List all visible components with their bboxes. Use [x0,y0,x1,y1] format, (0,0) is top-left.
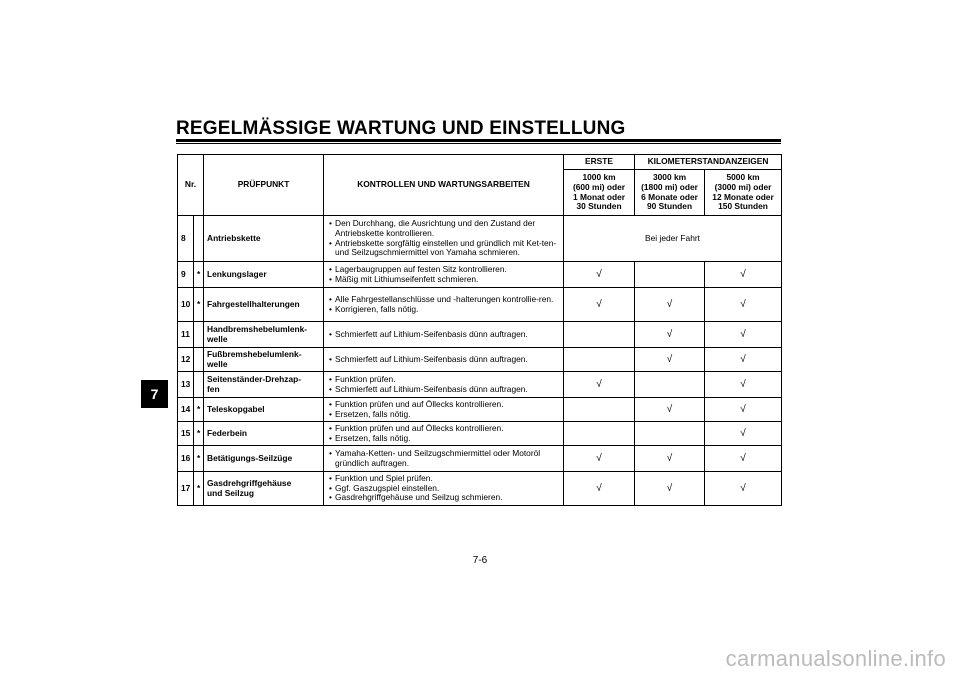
row-number: 9 [178,262,194,288]
row-marker [194,372,204,398]
action-item: • Funktion prüfen. [327,375,560,385]
row-actions [324,322,564,348]
interval-2-line-3: 6 Monate oder [641,191,698,202]
action-item: • Antriebskette sorgfältig einstellen und gründlich mit Ket-ten- und Seilzugschmiermittel von Yamaha schmieren. [327,239,560,259]
interval-1-line-2: (600 mi) oder [572,181,626,192]
row-actions [324,262,564,288]
row-item-line: Fußbremshebelumlenk- [207,348,302,359]
actions-list [327,355,560,365]
actions-list [327,265,560,285]
table-row [178,372,782,398]
interval-check: √ [705,262,782,288]
interval-check: √ [635,288,705,322]
actions-list [327,295,560,315]
interval-check: √ [564,446,635,472]
interval-check: √ [705,348,782,372]
interval-check [635,422,705,446]
interval-2-line-1: 3000 km [652,171,687,182]
table-row [178,348,782,372]
header-nr: Nr. [178,155,204,216]
action-item: • Mäßig mit Lithiumseifenfett schmieren. [327,275,560,285]
row-item-line: Gasdrehgriffgehäuse [207,477,292,488]
row-actions [324,446,564,472]
header-interval-2 [635,170,705,216]
row-item-line: Fahrgestellhalterungen [207,298,300,309]
interval-check: √ [705,288,782,322]
interval-3-line-4: 150 Stunden [718,201,768,212]
header-interval-3 [705,170,782,216]
interval-1-line-4: 30 Stunden [576,201,622,212]
action-item: • Ersetzen, falls nötig. [327,434,560,444]
action-item: • Funktion prüfen und auf Öllecks kontrollieren. [327,400,560,410]
row-actions [324,216,564,262]
row-marker: * [194,288,204,322]
interval-check: √ [635,446,705,472]
interval-check: √ [705,398,782,422]
row-actions [324,348,564,372]
row-marker: * [194,398,204,422]
title-rule [176,139,781,144]
row-item-line: Teleskopgabel [207,403,265,414]
actions-list [327,375,560,395]
header-item: PRÜFPUNKT [204,155,324,216]
interval-check: √ [635,322,705,348]
row-item [204,288,324,322]
row-number: 16 [178,446,194,472]
action-item: • Gasdrehgriffgehäuse und Seilzug schmieren. [327,493,560,503]
interval-check [564,422,635,446]
page-number: 7-6 [472,555,488,566]
interval-check [564,322,635,348]
header-interval-1 [564,170,635,216]
row-item-line: Handbremshebelumlenk- [207,323,308,334]
interval-3-line-2: (3000 mi) oder [714,181,772,192]
page-title: REGELMÄSSIGE WARTUNG UND EINSTELLUNG [176,118,626,139]
watermark: carmanualsonline.info [725,646,946,671]
action-item: • Den Durchhang, die Ausrichtung und den Zustand der Antriebskette kontrollieren. [327,219,560,239]
row-number: 14 [178,398,194,422]
row-marker [194,216,204,262]
action-item: • Lagerbaugruppen auf festen Sitz kontrollieren. [327,265,560,275]
table-row [178,446,782,472]
row-item-line: fen [207,383,220,394]
interval-every-ride: Bei jeder Fahrt [564,216,782,262]
interval-1-line-1: 1000 km [582,171,616,182]
row-marker [194,322,204,348]
interval-2-line-2: (1800 mi) oder [641,181,698,192]
action-item: • Schmierfett auf Lithium-Seifenbasis dünn auftragen. [327,385,560,395]
row-item [204,262,324,288]
row-marker: * [194,472,204,506]
interval-check: √ [635,348,705,372]
interval-check: √ [705,322,782,348]
table-row [178,262,782,288]
row-item-line: welle [207,358,228,369]
chapter-tab: 7 [141,380,168,408]
action-item: • Yamaha-Ketten- und Seilzugschmiermittel oder Motoröl gründlich auftragen. [327,449,560,469]
interval-check: √ [705,472,782,506]
table-row [178,472,782,506]
row-actions [324,422,564,446]
table-row [178,398,782,422]
interval-check: √ [564,372,635,398]
interval-check [635,262,705,288]
row-marker: * [194,262,204,288]
row-item-line: Betätigungs-Seilzüge [207,452,293,463]
table-body [178,216,782,506]
header-actions: KONTROLLEN UND WARTUNGSARBEITEN [324,155,564,216]
interval-1-line-3: 1 Monat oder [572,191,626,202]
action-item: • Schmierfett auf Lithium-Seifenbasis dünn auftragen. [327,330,560,340]
interval-3-line-1: 5000 km [726,171,760,182]
actions-list [327,330,560,340]
row-number: 17 [178,472,194,506]
row-item-line: Seitenständer-Drehzap- [207,373,302,384]
actions-list [327,449,560,469]
row-actions [324,288,564,322]
row-item-line: Federbein [207,427,248,438]
interval-check: √ [705,422,782,446]
interval-3-line-3: 12 Monate oder [712,191,774,202]
row-number: 11 [178,322,194,348]
row-item [204,216,324,262]
interval-check: √ [564,288,635,322]
row-number: 12 [178,348,194,372]
row-actions [324,472,564,506]
row-item-line: und Seilzug [207,487,255,498]
action-item: • Ersetzen, falls nötig. [327,410,560,420]
row-actions [324,372,564,398]
row-item-line: Lenkungslager [207,268,267,279]
actions-list [327,219,560,259]
actions-list [327,400,560,420]
action-item: • Funktion prüfen und auf Öllecks kontrollieren. [327,424,560,434]
row-marker: * [194,446,204,472]
row-marker: * [194,422,204,446]
interval-check: √ [705,446,782,472]
row-item [204,422,324,446]
row-item [204,322,324,348]
row-item [204,446,324,472]
row-item [204,472,324,506]
interval-check: √ [564,262,635,288]
actions-list [327,474,560,504]
action-item: • Ggf. Gaszugspiel einstellen. [327,484,560,494]
interval-check [564,398,635,422]
row-item-line: Antriebskette [207,232,261,243]
action-item: • Korrigieren, falls nötig. [327,305,560,315]
row-actions [324,398,564,422]
row-item [204,348,324,372]
maintenance-table [177,154,782,506]
action-item: • Alle Fahrgestellanschlüsse und -halterungen kontrollie-ren. [327,295,560,305]
interval-check: √ [564,472,635,506]
row-number: 10 [178,288,194,322]
row-number: 13 [178,372,194,398]
table-row [178,288,782,322]
table-row [178,322,782,348]
actions-list [327,424,560,444]
interval-check [635,372,705,398]
action-item: • Schmierfett auf Lithium-Seifenbasis dünn auftragen. [327,355,560,365]
row-item [204,398,324,422]
interval-2-line-4: 90 Stunden [646,201,693,212]
interval-check: √ [635,398,705,422]
interval-check [564,348,635,372]
row-number: 15 [178,422,194,446]
row-item [204,372,324,398]
row-item-line: welle [207,333,228,344]
action-item: • Funktion und Spiel prüfen. [327,474,560,484]
table-row [178,216,782,262]
row-marker [194,348,204,372]
header-first: ERSTE [564,155,635,170]
header-odometer: KILOMETERSTANDANZEIGEN [635,155,782,170]
interval-check: √ [705,372,782,398]
interval-check: √ [635,472,705,506]
table-row [178,422,782,446]
row-number: 8 [178,216,194,262]
